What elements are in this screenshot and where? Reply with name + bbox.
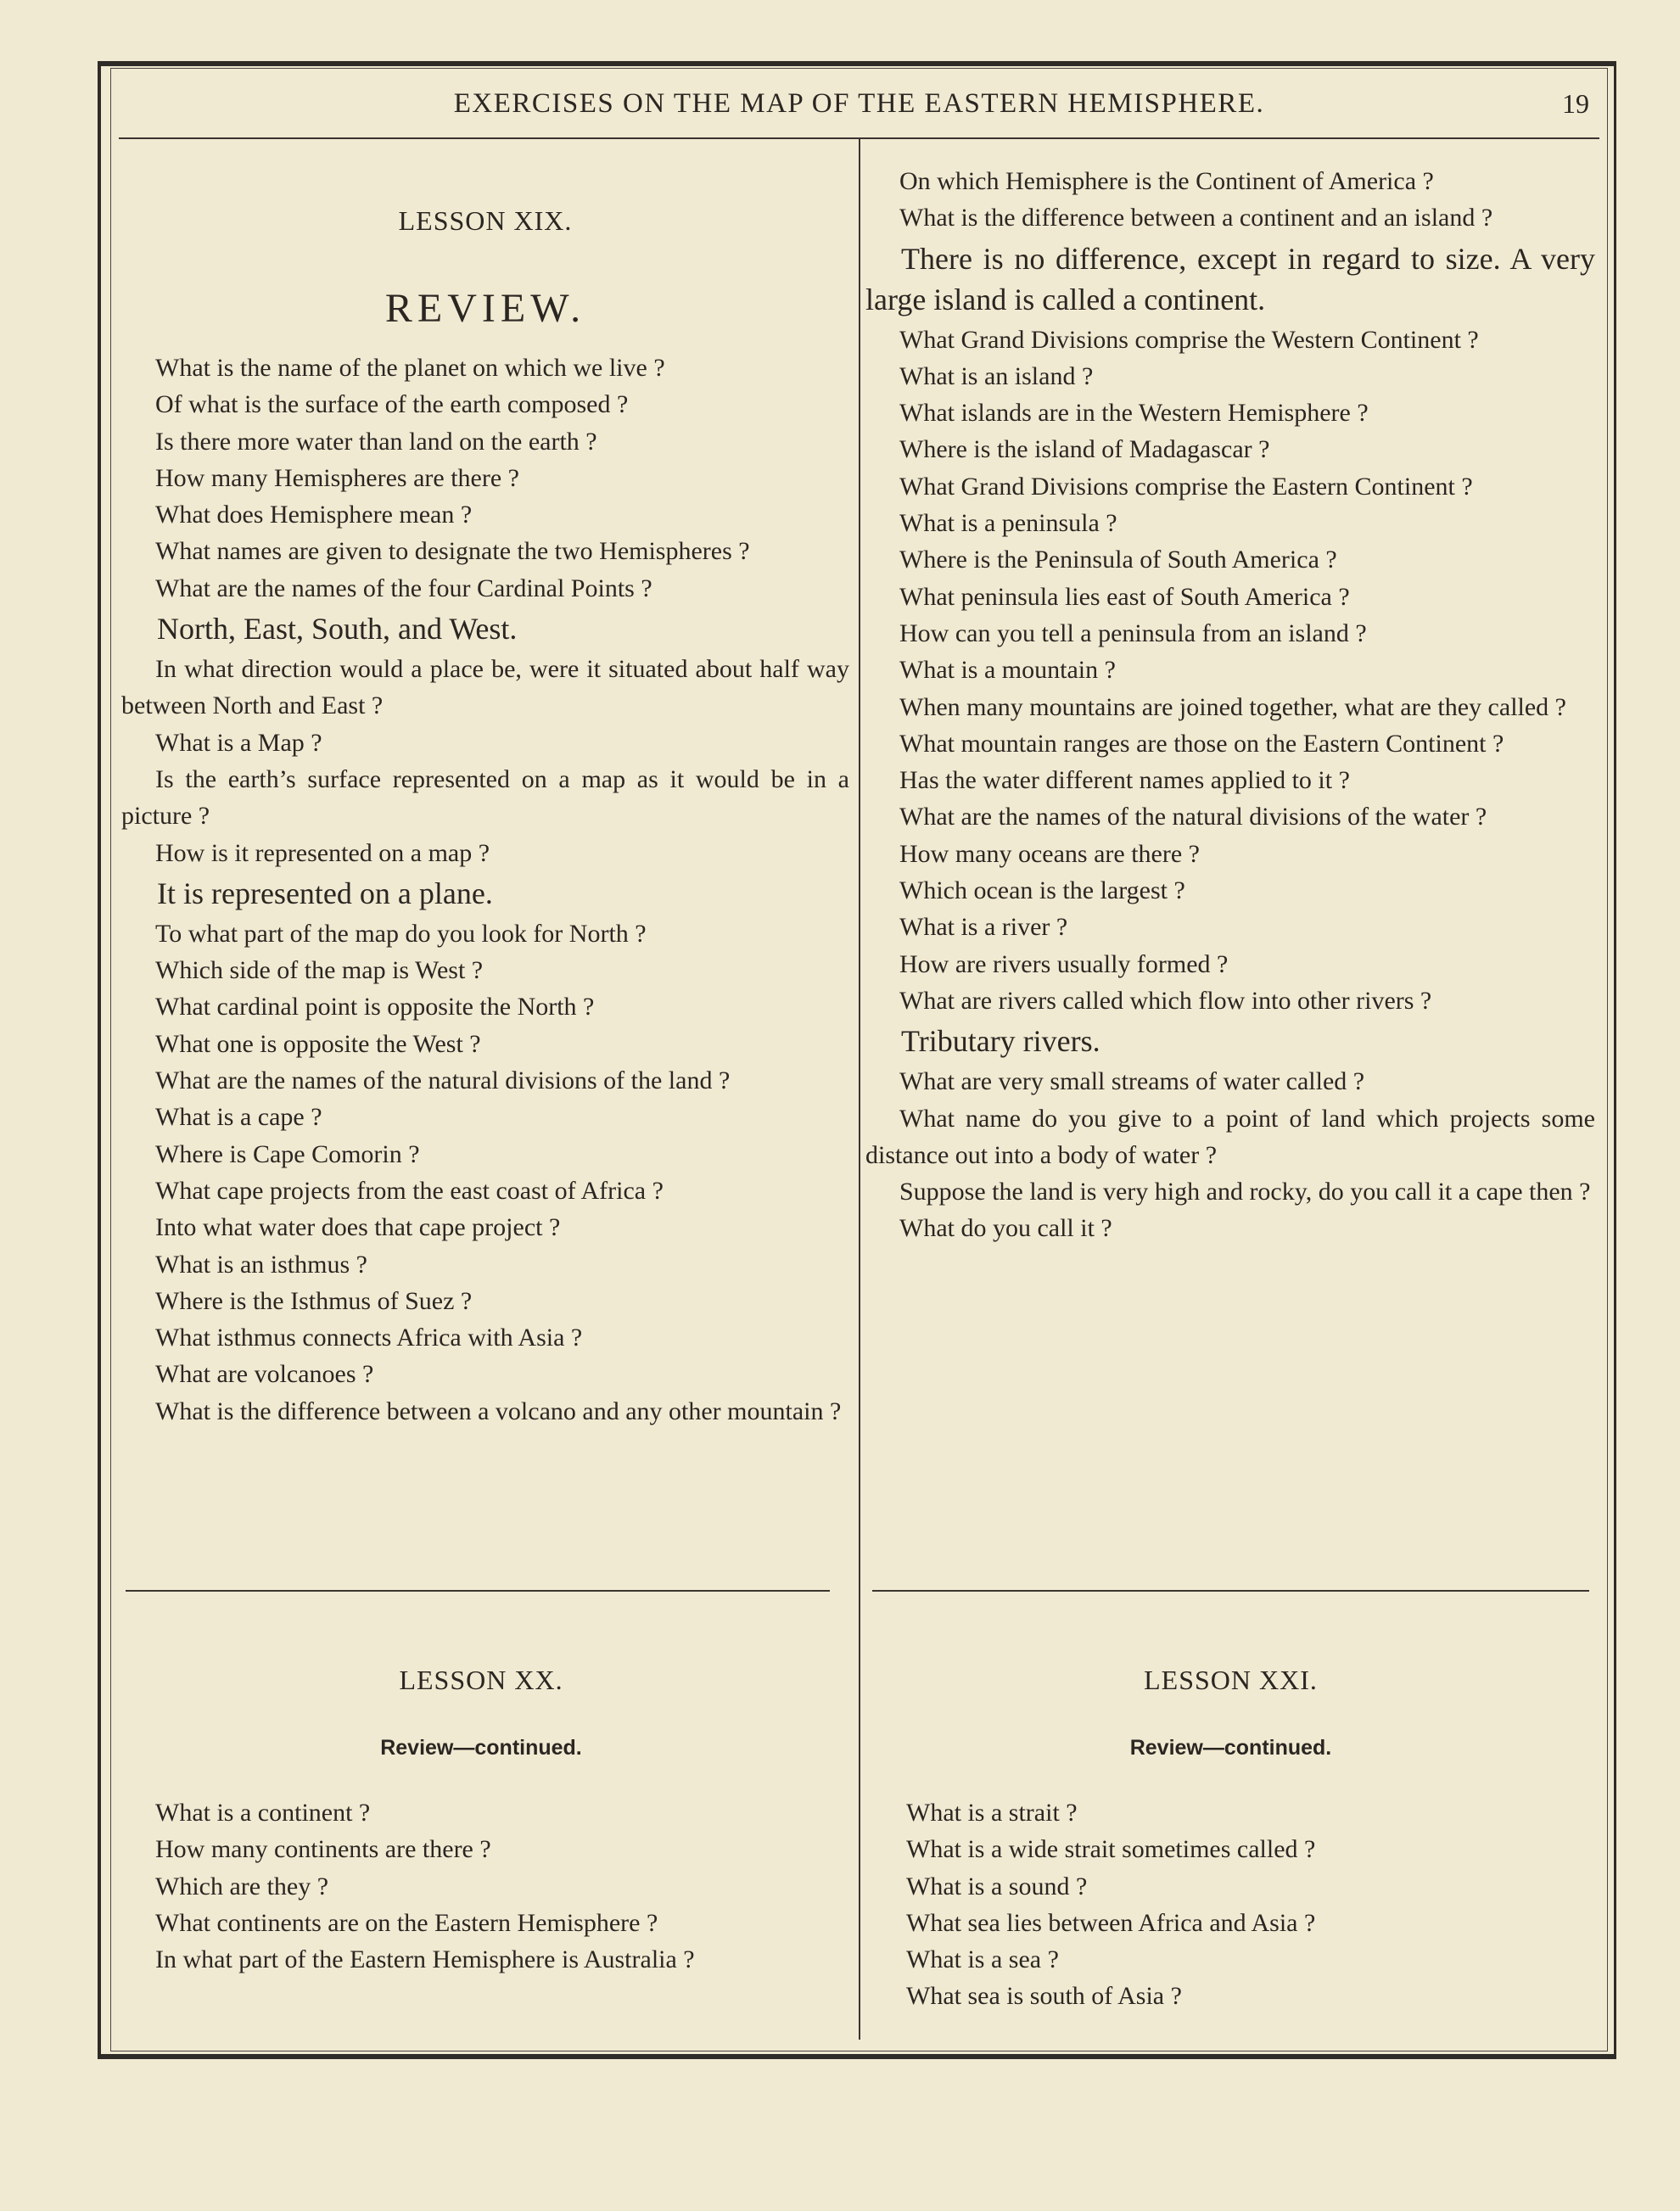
question-text: What are the names of the four Cardinal Points ? [155, 574, 652, 602]
question-text: Into what water does that cape project ? [155, 1213, 561, 1242]
question-text: In what part of the Eastern Hemisphere is Australia ? [155, 1945, 695, 1974]
question-text: What is an isthmus ? [155, 1250, 367, 1279]
running-title: EXERCISES ON THE MAP OF THE EASTERN HEMISPHERE. [453, 88, 1265, 119]
question-text: What Grand Divisions comprise the Western Continent ? [899, 325, 1479, 354]
question-text: How is it represented on a map ? [155, 838, 490, 867]
question-text: What is a sea ? [906, 1945, 1059, 1974]
question-text: What is a Map ? [155, 728, 322, 757]
question-text: What name do you give to a point of land which projects some distance out into a body of water ? [865, 1104, 1595, 1169]
question-text: What does Hemisphere mean ? [155, 501, 473, 529]
question-text: What Grand Divisions comprise the Eastern Continent ? [899, 472, 1473, 501]
question-text: What is a river ? [899, 913, 1068, 942]
lesson-20-questions [121, 1794, 841, 1978]
column-divider [859, 139, 860, 2040]
question-text: What islands are in the Western Hemisphere ? [899, 399, 1369, 428]
question-text: What do you call it ? [899, 1214, 1112, 1243]
question-text: How many continents are there ? [155, 1835, 491, 1864]
lesson-21-heading: LESSON XXI. [1144, 1665, 1318, 1695]
question-text: Where is the Isthmus of Suez ? [155, 1286, 473, 1315]
lesson-19-left-column [121, 350, 849, 1430]
question-text: What are volcanoes ? [155, 1360, 374, 1389]
question-text: Which side of the map is West ? [155, 956, 484, 985]
question-text: Has the water different names applied to it ? [899, 766, 1350, 795]
question-text: What isthmus connects Africa with Asia ? [155, 1324, 583, 1352]
question-text: How can you tell a peninsula from an island ? [899, 619, 1367, 647]
question-text: How many Hemispheres are there ? [155, 463, 519, 492]
question-text: What are rivers called which flow into other rivers ? [899, 986, 1432, 1015]
question-text: What is the difference between a continent and an island ? [899, 204, 1493, 232]
question-text: What cardinal point is opposite the North ? [155, 993, 595, 1022]
lesson-19-heading: LESSON XIX. [398, 205, 573, 236]
question-text: What one is opposite the West ? [155, 1029, 481, 1058]
answer-text: North, East, South, and West. [157, 612, 518, 647]
question-text: Where is the island of Madagascar ? [899, 435, 1270, 464]
question-text: What continents are on the Eastern Hemisphere ? [155, 1908, 658, 1937]
question-text: What mountain ranges are those on the Eastern Continent ? [899, 729, 1504, 758]
lesson-20-heading: LESSON XX. [399, 1665, 563, 1695]
question-text: Where is Cape Comorin ? [155, 1139, 420, 1168]
question-text: What is a peninsula ? [899, 509, 1117, 538]
lesson-21-questions [872, 1794, 1589, 2015]
question-text: Is there more water than land on the earth ? [155, 427, 597, 456]
question-text: What is an island ? [899, 361, 1094, 390]
question-text: What is a strait ? [906, 1799, 1078, 1827]
question-text: How are rivers usually formed ? [899, 949, 1229, 978]
question-text: What is a mountain ? [899, 656, 1116, 685]
running-header [110, 88, 1608, 139]
answer-text: Tributary rivers. [901, 1024, 1100, 1059]
question-text: What is a continent ? [155, 1799, 371, 1827]
page-number: 19 [1562, 88, 1589, 119]
question-text: To what part of the map do you look for North ? [155, 919, 647, 948]
question-text: What are the names of the natural divisions of the land ? [155, 1066, 731, 1095]
question-text: What cape projects from the east coast of Africa ? [155, 1176, 664, 1205]
lesson-19-right-column [865, 163, 1595, 1247]
question-text: What is a sound ? [906, 1872, 1088, 1900]
question-text: Where is the Peninsula of South America ? [899, 546, 1337, 574]
question-text: What peninsula lies east of South America ? [899, 582, 1350, 611]
question-text: What is a cape ? [155, 1103, 322, 1132]
question-text: What sea is south of Asia ? [906, 1982, 1182, 2011]
question-text: Is the earth’s surface represented on a map as it would be in a picture ? [121, 764, 849, 831]
question-text: What is the name of the planet on which we live ? [155, 354, 665, 382]
lesson-19-subheading: REVIEW. [384, 286, 586, 331]
question-text: Which are they ? [155, 1872, 329, 1900]
question-text: Suppose the land is very high and rocky, do you call it a cape then ? [899, 1178, 1591, 1206]
question-text: What is the difference between a volcano and any other mountain ? [155, 1397, 842, 1425]
lesson-21-subheading: Review—continued. [1129, 1736, 1332, 1760]
question-text: On which Hemisphere is the Continent of America ? [899, 167, 1434, 195]
answer-text: There is no difference, except in regard to size. A very large island is called a continent. [865, 241, 1595, 316]
question-text: What names are given to designate the two Hemispheres ? [155, 537, 750, 566]
section-rule-left [126, 1590, 830, 1592]
section-rule-right [872, 1590, 1589, 1592]
answer-text: It is represented on a plane. [157, 876, 493, 910]
question-text: What is a wide strait sometimes called ? [906, 1835, 1316, 1864]
question-text: Which ocean is the largest ? [899, 876, 1185, 905]
question-text: When many mountains are joined together, what are they called ? [899, 692, 1566, 721]
question-text: What sea lies between Africa and Asia ? [906, 1908, 1316, 1937]
question-text: What are very small streams of water called ? [899, 1067, 1365, 1096]
lesson-20-subheading: Review—continued. [380, 1736, 582, 1760]
question-text: How many oceans are there ? [899, 839, 1200, 868]
question-text: What are the names of the natural divisions of the water ? [899, 803, 1487, 831]
question-text: In what direction would a place be, were it situated about half way between North and East ? [121, 655, 849, 720]
question-text: Of what is the surface of the earth composed ? [155, 390, 629, 419]
